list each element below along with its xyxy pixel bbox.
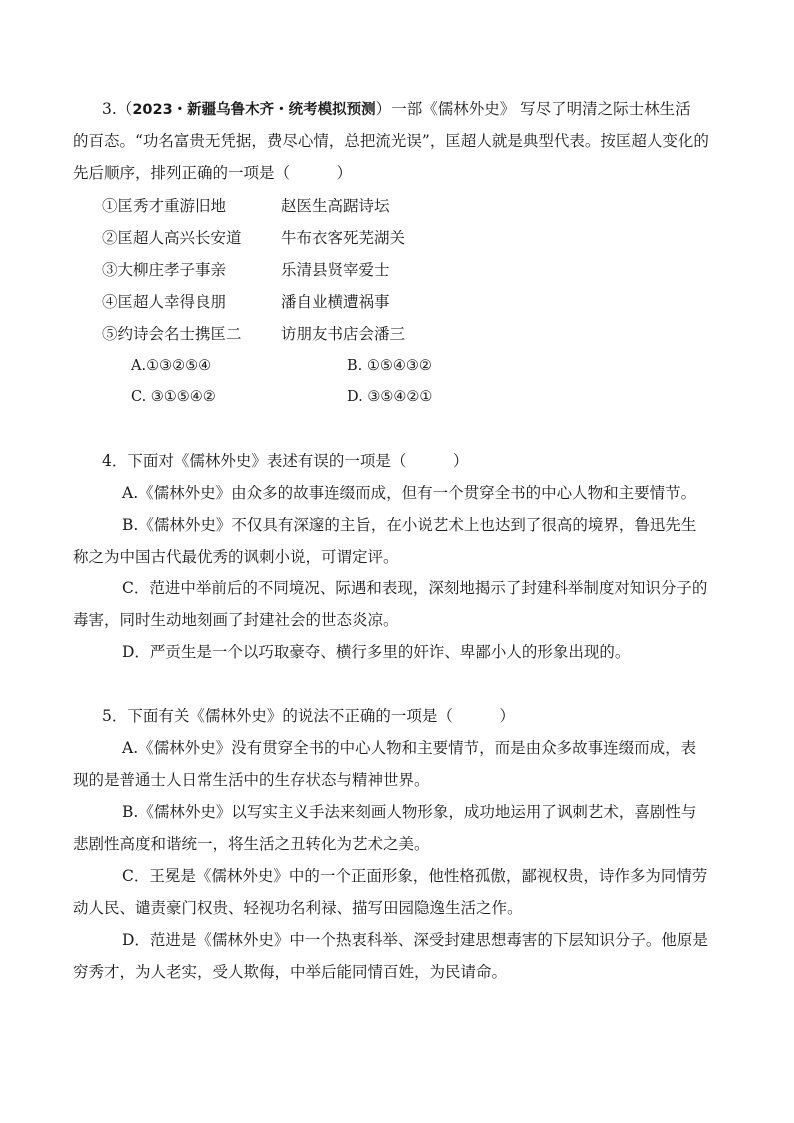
q5-option-a-line-2: 现的是普通士人日常生活中的生存状态与精神世界。 — [73, 771, 430, 789]
q4-option-b-line-2: 称之为中国古代最优秀的讽刺小说，可谓定评。 — [73, 548, 399, 566]
q3-event-4-right: 潘自业横遭祸事 — [281, 293, 390, 311]
q5-option-c-line-1: C．王冕是《儒林外史》中的一个正面形象，他性格孤傲，鄙视权贵，诗作多为同情劳 — [122, 867, 708, 885]
q3-source-paren-open: （ — [116, 100, 133, 118]
q4-option-b-line-1: B.《儒林外史》不仅具有深邃的主旨，在小说艺术上也达到了很高的境界，鲁迅先生 — [122, 516, 697, 534]
q3-event-5-right: 访朋友书店会潘三 — [281, 325, 406, 343]
q3-stem-line-1 — [102, 97, 691, 122]
q3-stem-text-1: 一部《儒林外史》 写尽了明清之际士林生活 — [391, 100, 691, 118]
q4-stem: 4．下面对《儒林外史》表述有误的一项是（ ） — [102, 452, 469, 470]
q3-event-4-left: ④匡超人幸得良朋 — [102, 293, 227, 311]
q3-source: 2023・新疆乌鲁木齐・统考模拟预测 — [132, 102, 376, 118]
q3-event-1-left: ①匡秀才重游旧地 — [102, 197, 227, 215]
q3-option-c: C. ③①⑤④② — [131, 389, 216, 405]
q3-option-a: A.①③②⑤④ — [131, 358, 212, 374]
q3-event-2-right: 牛布衣客死芜湖关 — [281, 229, 406, 247]
q4-option-a-line-1: A.《儒林外史》由众多的故事连缀而成，但有一个贯穿全书的中心人物和主要情节。 — [122, 484, 697, 502]
q4-option-c-line-2: 毒害，同时生动地刻画了封建社会的世态炎凉。 — [73, 611, 399, 629]
q3-event-1-right: 赵医生高踞诗坛 — [281, 197, 390, 215]
q3-stem-line-2: 的百态。“功名富贵无凭据，费尽心情，总把流光误”，匡超人就是典型代表。按匡超人变化的 — [73, 132, 709, 150]
q3-option-d: D. ③⑤④②① — [347, 389, 433, 405]
q4-option-d-line-1: D．严贡生是一个以巧取豪夺、横行多里的奸诈、卑鄙小人的形象出现的。 — [122, 643, 631, 661]
q3-number: 3. — [102, 100, 117, 118]
q5-option-b-line-1: B.《儒林外史》以写实主义手法来刻画人物形象，成功地运用了讽刺艺术，喜剧性与 — [122, 803, 697, 821]
q3-source-paren-close: ） — [375, 100, 392, 118]
q4-option-c-line-1: C．范进中举前后的不同境况、际遇和表现，深刻地揭示了封建科举制度对知识分子的 — [122, 579, 708, 597]
q5-option-d-line-1: D．范进是《儒林外史》中一个热衷科举、深受封建思想毒害的下层知识分子。他原是 — [122, 931, 708, 949]
q5-option-c-line-2: 动人民、谴责豪门权贵、轻视功名利禄、描写田园隐逸生活之作。 — [73, 899, 523, 917]
q3-option-b: B. ①⑤④③② — [347, 358, 432, 374]
q3-stem-line-3: 先后顺序，排列正确的一项是（ ） — [73, 164, 353, 182]
q5-stem: 5．下面有关《儒林外史》的说法不正确的一项是（ ） — [102, 707, 515, 725]
q5-option-d-line-2: 穷秀才，为人老实，受人欺侮，中举后能同情百姓，为民请命。 — [73, 963, 508, 981]
q3-event-3-left: ③大柳庄孝子事亲 — [102, 261, 227, 279]
q5-option-a-line-1: A.《儒林外史》没有贯穿全书的中心人物和主要情节，而是由众多故事连缀而成，表 — [122, 739, 697, 757]
q3-event-5-left: ⑤约诗会名士携匡二 — [102, 325, 242, 343]
q3-event-3-right: 乐清县贤宰爱士 — [281, 261, 390, 279]
q5-option-b-line-2: 悲剧性高度和谐统一，将生活之丑转化为艺术之美。 — [73, 835, 430, 853]
q3-event-2-left: ②匡超人高兴长安道 — [102, 229, 242, 247]
